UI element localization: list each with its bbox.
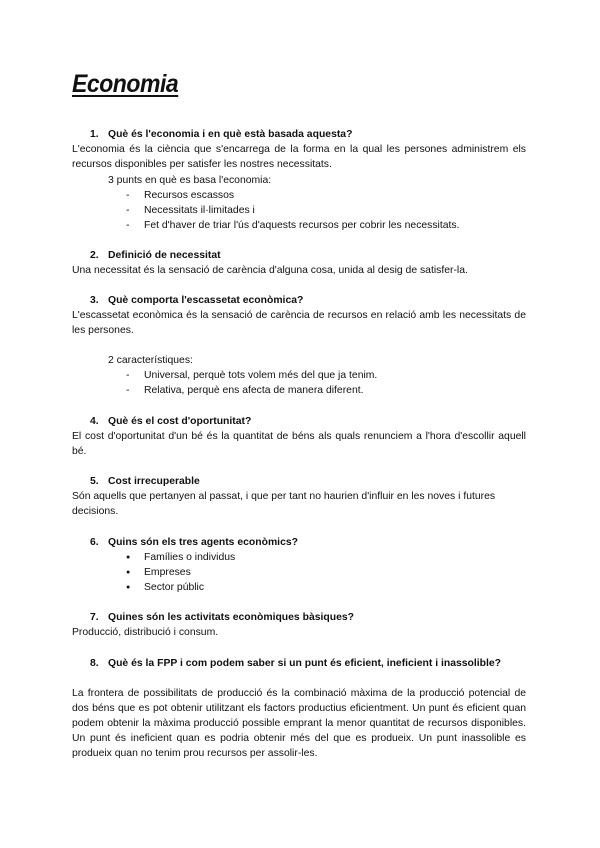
list-item: - Fet d'haver de triar l'ús d'aquests recursos per cobrir les necessitats.: [126, 218, 460, 233]
question-number: 2.: [90, 250, 99, 261]
list-item: - Relativa, perquè ens afecta de manera diferent.: [126, 383, 377, 398]
question-number: 7.: [90, 612, 99, 623]
question-text: Què és la FPP i com podem saber si un punt és eficient, ineficient i inassolible?: [108, 658, 502, 669]
question-7: [90, 610, 530, 625]
question-text: Què és el cost d'oportunitat?: [108, 416, 252, 427]
question-number: 1.: [90, 129, 99, 140]
list-item: - Universal, perquè tots volem més del que ja tenim.: [126, 368, 377, 383]
list-6: [126, 550, 235, 595]
list-item: ● Sector públic: [126, 580, 235, 595]
answer-7: Producció, distribució i consum.: [72, 627, 219, 638]
list-item: ● Empreses: [126, 565, 235, 580]
question-number: 4.: [90, 416, 99, 427]
question-number: 8.: [90, 658, 99, 669]
question-5: [90, 474, 530, 489]
question-number: 5.: [90, 476, 99, 487]
answer-1: L'economia és la ciència que s'encarrega de la forma en la qual les persones administrem els recursos disponibles per satisfer les nostres necessitats.: [72, 144, 526, 170]
list-intro-3: 2 característiques:: [108, 355, 193, 366]
question-6: [90, 535, 530, 550]
question-text: Quins són els tres agents econòmics?: [108, 537, 298, 548]
question-4: [90, 414, 530, 429]
list-item: ● Famílies o individus: [126, 550, 235, 565]
answer-3: L'escassetat econòmica és la sensació de carència de recursos en relació amb les necessitats de les persones.: [72, 310, 526, 336]
question-8: [90, 656, 530, 671]
answer-8: La frontera de possibilitats de producció és la combinació màxima de la producció potencial de dos béns que es pot obtenir utilitzant els factors productius eficientment. Un punt és eficient quan podem obtenir la màxima producció possible emprant la menor quantitat de recursos disponibles. Un punt és ineficient quan es podria obtenir més del que es produeix. Un punt inassolible es produeix quan no tenim prou recursos per assolir-les.: [72, 688, 526, 759]
list-3: [126, 368, 377, 398]
document-title: Economia: [72, 70, 179, 98]
question-2: [90, 248, 530, 263]
list-intro-1: 3 punts en què es basa l'economia:: [108, 175, 272, 186]
answer-4: El cost d'oportunitat d'un bé és la quantitat de béns als quals renunciem a l'hora d'escollir aquell bé.: [72, 431, 526, 457]
list-item: - Recursos escassos: [126, 188, 460, 203]
answer-5: Són aquells que pertanyen al passat, i que per tant no haurien d'influir en les noves i futures decisions.: [72, 491, 496, 517]
question-text: Definició de necessitat: [108, 250, 221, 261]
question-3: [90, 293, 530, 308]
answer-2: Una necessitat és la sensació de carència d'alguna cosa, unida al desig de satisfer-la.: [72, 265, 468, 276]
question-text: Quines són les activitats econòmiques bàsiques?: [108, 612, 354, 623]
question-1: [90, 127, 530, 142]
question-number: 6.: [90, 537, 99, 548]
question-text: Què és l'economia i en què està basada aquesta?: [108, 129, 353, 140]
list-item: - Necessitats il·limitades i: [126, 203, 460, 218]
question-number: 3.: [90, 295, 99, 306]
question-text: Cost irrecuperable: [108, 476, 200, 487]
list-1: [126, 188, 460, 233]
question-text: Què comporta l'escassetat econòmica?: [108, 295, 304, 306]
